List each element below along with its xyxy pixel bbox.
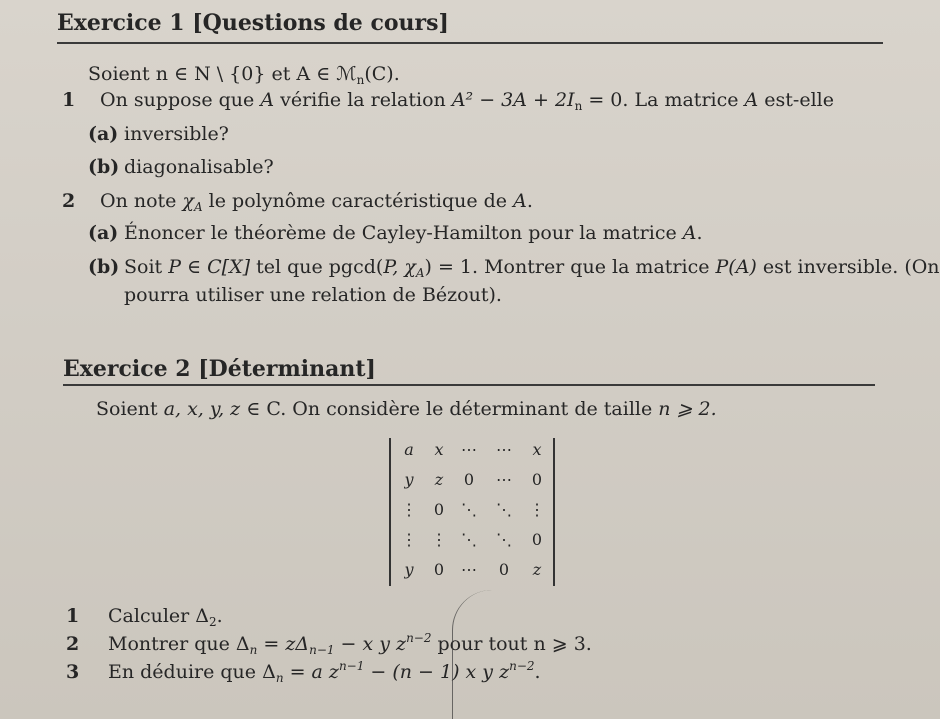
paper-fold-line [452,590,493,719]
matrix-cell: x [434,440,444,459]
question-2b-label: (b) [88,256,120,278]
matrix-cell: ⋮ [431,530,447,549]
matrix-cell: ⋮ [401,500,417,519]
matrix-cell: ⋱ [461,500,477,519]
ex2-question-2-text: Montrer que $\Delta_n = z\Delta_{n-1} - x$ y $z^{n-2}$ pour tout n ⩾ 3. [108,631,592,657]
matrix-cell: ⋱ [496,530,512,549]
matrix-cell: ⋱ [496,500,512,519]
matrix-cell: 0 [531,470,543,489]
question-2-text: On note $\chi_A$ le polynôme caractéristique de A. [100,190,533,214]
matrix-cell: 0 [531,530,543,549]
question-1b-label: (b) [88,156,120,178]
matrix-cell: ⋯ [496,470,512,489]
ex2-question-3-text: En déduire que $\Delta_n = a$ $z^{n-1} - (n - 1)$ x y $z^{n-2}$. [108,659,541,685]
ex2-question-2-number: 2 [66,633,80,655]
matrix-cell: y [404,560,414,579]
matrix-cell: ⋱ [461,530,477,549]
matrix-cell: 0 [463,470,475,489]
matrix-cell: ⋯ [461,560,477,579]
matrix-cell: z [532,560,542,579]
matrix-cell: ⋯ [496,440,512,459]
question-2b-text-continued: pourra utiliser une relation de Bézout). [124,284,502,306]
matrix-cell: a [404,440,414,459]
exercise-2-title: Exercice 2 [Déterminant] [63,356,376,382]
exercise-2-intro: Soient a, x, y, z ∈ C. On considère le déterminant de taille n ⩾ 2. [96,398,717,420]
matrix-cell: ⋮ [401,530,417,549]
exercise-1-title: Exercice 1 [Questions de cours] [57,10,449,36]
question-1b-text: diagonalisable? [124,156,274,178]
matrix-cell: 0 [433,500,445,519]
exercise-1-intro: Soient n ∈ N \ {0} et A ∈ ℳ$_n$(C). [88,63,400,87]
matrix-cell: ⋯ [461,440,477,459]
matrix-cell: y [404,470,414,489]
determinant-matrix [387,438,557,588]
question-2b-text: Soit P ∈ C[X] tel que pgcd(P, $\chi_A) = 1$. Montrer que la matrice P(A) est inversible. (On [124,256,940,280]
question-1-text: On suppose que A vérifie la relation $A^2 - 3A + 2I_n = 0$. La matrice A est-elle [100,89,834,113]
matrix-cell: x [532,440,542,459]
exercise-1-rule [57,42,883,44]
ex2-question-1-text: Calculer $\Delta_2$. [108,605,223,629]
question-2a-text: Énoncer le théorème de Cayley-Hamilton pour la matrice A. [124,222,703,244]
matrix-cell: 0 [433,560,445,579]
question-1-number: 1 [62,89,76,111]
matrix-cell: 0 [498,560,510,579]
question-1a-label: (a) [88,123,119,145]
determinant-right-bar [553,438,555,586]
matrix-cell: z [434,470,444,489]
question-2a-label: (a) [88,222,119,244]
ex2-question-1-number: 1 [66,605,80,627]
question-1a-text: inversible? [124,123,229,145]
determinant-left-bar [389,438,391,586]
ex2-question-3-number: 3 [66,661,80,683]
matrix-cell: ⋮ [529,500,545,519]
question-2-number: 2 [62,190,76,212]
exercise-2-rule [63,384,875,386]
